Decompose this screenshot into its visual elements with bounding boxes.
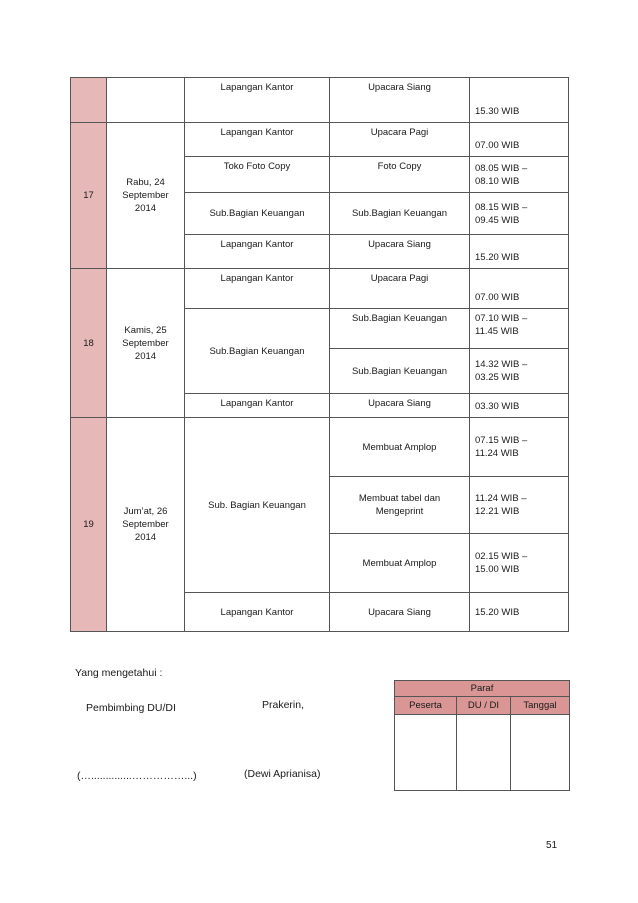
table-row (71, 418, 569, 477)
activity-cell: Sub.Bagian Keuangan (330, 193, 470, 235)
paraf-title-row (395, 681, 570, 697)
place-cell: Sub.Bagian Keuangan (185, 309, 330, 394)
paraf-tanggal-cell (511, 715, 570, 791)
place-cell: Lapangan Kantor (185, 394, 330, 418)
activity-cell: Upacara Pagi (330, 269, 470, 309)
paraf-dudi-cell (457, 715, 511, 791)
activity-cell: Sub.Bagian Keuangan (330, 349, 470, 394)
activity-cell: Upacara Siang (330, 394, 470, 418)
time-cell: 03.30 WIB (470, 394, 569, 418)
table-row (71, 123, 569, 157)
table-row (71, 269, 569, 309)
paraf-col-tanggal: Tanggal (511, 697, 570, 715)
date-cell (107, 78, 185, 123)
time-cell: 07.10 WIB – 11.45 WIB (470, 309, 569, 349)
activity-cell: Membuat Amplop (330, 418, 470, 477)
paraf-header-row (395, 697, 570, 715)
activity-cell: Foto Copy (330, 157, 470, 193)
row-number: 18 (71, 269, 107, 418)
paraf-sign-row (395, 715, 570, 791)
activity-cell: Upacara Siang (330, 593, 470, 632)
page-number: 51 (546, 840, 558, 851)
place-cell: Lapangan Kantor (185, 235, 330, 269)
date-cell: Kamis, 25 September 2014 (107, 269, 185, 418)
acknowledged-label: Yang mengetahui : (75, 667, 163, 679)
time-cell: 11.24 WIB – 12.21 WIB (470, 477, 569, 534)
place-cell: Lapangan Kantor (185, 593, 330, 632)
time-cell: 14.32 WIB – 03.25 WIB (470, 349, 569, 394)
paraf-col-dudi: DU / DI (457, 697, 511, 715)
paraf-title: Paraf (395, 681, 570, 697)
mentor-signature-line: (…..............……………...) (77, 770, 197, 782)
time-cell: 08.15 WIB – 09.45 WIB (470, 193, 569, 235)
time-cell: 02.15 WIB – 15.00 WIB (470, 534, 569, 593)
prakerin-label: Prakerin, (262, 699, 305, 711)
date-cell: Rabu, 24 September 2014 (107, 123, 185, 269)
activity-table (70, 77, 569, 632)
row-number: 19 (71, 418, 107, 632)
place-cell: Toko Foto Copy (185, 157, 330, 193)
activity-cell: Upacara Siang (330, 78, 470, 123)
time-cell: 08.05 WIB – 08.10 WIB (470, 157, 569, 193)
paraf-table (394, 680, 570, 791)
activity-cell: Membuat Amplop (330, 534, 470, 593)
activity-cell: Membuat tabel dan Mengeprint (330, 477, 470, 534)
paraf-col-peserta: Peserta (395, 697, 457, 715)
mentor-label: Pembimbing DU/DI (86, 702, 176, 714)
table-row (71, 78, 569, 123)
date-cell: Jum’at, 26 September 2014 (107, 418, 185, 632)
time-cell: 15.20 WIB (470, 593, 569, 632)
activity-cell: Upacara Pagi (330, 123, 470, 157)
student-name: (Dewi Aprianisa) (244, 768, 321, 780)
place-cell: Lapangan Kantor (185, 269, 330, 309)
time-cell: 07.00 WIB (470, 123, 569, 157)
paraf-peserta-cell (395, 715, 457, 791)
place-cell: Sub.Bagian Keuangan (185, 193, 330, 235)
row-number (71, 78, 107, 123)
time-cell: 07.00 WIB (470, 269, 569, 309)
row-number: 17 (71, 123, 107, 269)
time-cell: 15.20 WIB (470, 235, 569, 269)
activity-cell: Upacara Siang (330, 235, 470, 269)
time-cell: 07.15 WIB – 11.24 WIB (470, 418, 569, 477)
activity-cell: Sub.Bagian Keuangan (330, 309, 470, 349)
place-cell: Lapangan Kantor (185, 123, 330, 157)
place-cell: Lapangan Kantor (185, 78, 330, 123)
time-cell: 15.30 WIB (470, 78, 569, 123)
place-cell: Sub. Bagian Keuangan (185, 418, 330, 593)
